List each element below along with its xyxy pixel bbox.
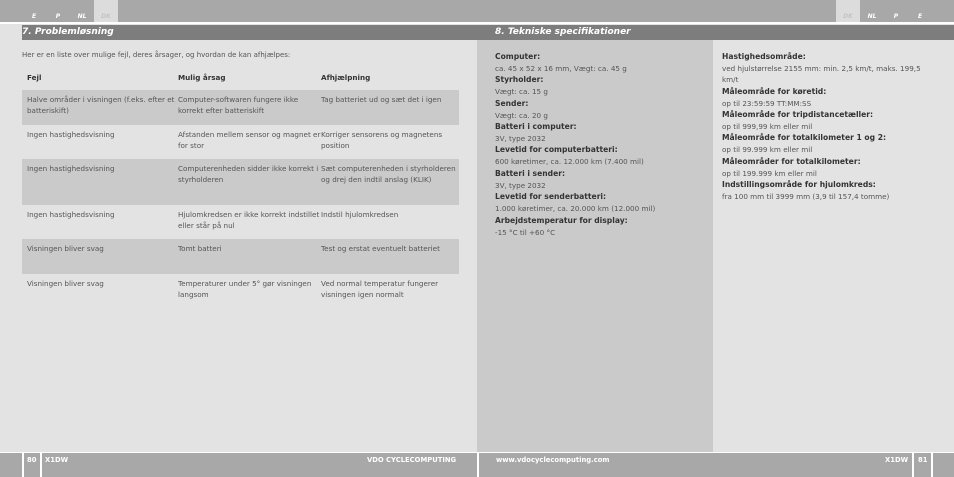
spec-value: op til 99.999 km eller mil [722,145,813,155]
table-cell-remedy: Ved normal temperatur fungerer visningen igen normalt [321,279,439,300]
specs-list-2 [722,51,937,203]
lang-tab-e[interactable]: E [917,13,923,20]
table-row [22,205,459,239]
spec-item [495,121,705,144]
specs-list-1 [495,51,705,238]
table-cell-cause: Computer-softwaren fungere ikke korrekt efter batteriskift [178,95,299,116]
spec-item [495,144,705,167]
footer-bar [0,453,954,477]
spec-value: -15 °C til +60 °C [495,227,556,237]
spec-value: fra 100 mm til 3999 mm (3,9 til 157,4 tomme) [722,192,890,202]
spec-value: ca. 45 x 52 x 16 mm, Vægt: ca. 45 g [495,63,627,73]
page-number-right: 81 [918,456,928,464]
spec-value: op til 999,99 km eller mil [722,122,813,132]
spec-item [495,74,705,97]
table-header-row [22,68,459,90]
spec-value: op til 23:59:59 TT:MM:SS [722,98,812,108]
lang-tab-dk-active[interactable]: DK [836,0,860,22]
page-number-left: 80 [27,456,37,464]
column-header-cause: Mulig årsag [178,73,226,82]
footer-separator [931,453,933,477]
spec-item [722,132,937,155]
spec-label: Måleområde for tripdistancetæller: [722,110,874,120]
lang-tab-dk-active[interactable]: DK [94,0,118,22]
footer-separator [912,453,914,477]
troubleshooting-table [22,68,459,320]
footer-separator [22,453,24,477]
spec-item [722,109,937,132]
spec-value: 3V, type 2032 [495,134,546,144]
table-cell-fault: Halve områder i visningen (f.eks. efter et batteriskift) [27,95,175,116]
spec-value: 600 køretimer, ca. 12.000 km (7.400 mil) [495,157,644,167]
lang-tab-nl[interactable]: NL [77,13,87,20]
table-cell-fault: Ingen hastighedsvisning [27,130,115,139]
table-cell-fault: Ingen hastighedsvisning [27,164,115,173]
footer-separator [477,453,479,477]
spec-value: 1.000 køretimer, ca. 20.000 km (12.000 mil) [495,204,656,214]
lang-tab-e[interactable]: E [31,13,37,20]
table-cell-fault: Visningen bliver svag [27,244,104,253]
spec-value: Vægt: ca. 15 g [495,87,548,97]
section-title-troubleshooting: 7. Problemløsning [22,25,477,40]
table-row [22,274,459,320]
top-divider [0,22,954,24]
table-cell-cause: Temperaturer under 5° gør visningen langsom [178,279,312,300]
spec-label: Levetid for senderbatteri: [495,192,607,202]
top-bar [0,0,954,22]
spec-value: op til 199.999 km eller mil [722,168,817,178]
column-header-fault: Fejl [27,73,42,82]
lang-tab-p[interactable]: P [893,13,899,20]
table-cell-fault: Visningen bliver svag [27,279,104,288]
spec-item [495,168,705,191]
table-row [22,125,459,159]
table-cell-remedy: Tag batteriet ud og sæt det i igen [321,95,442,104]
table-cell-remedy: Test og erstat eventuelt batteriet [321,244,440,253]
table-cell-cause: Afstanden mellem sensor og magnet er for stor [178,130,321,151]
spec-item [495,215,705,238]
footer-separator [40,453,42,477]
spec-label: Indstillingsområde for hjulomkreds: [722,180,876,190]
spec-item [722,179,937,202]
spec-item [495,98,705,121]
spec-label: Hastighedsområde: [722,52,806,61]
table-cell-remedy: Indstil hjulomkredsen [321,210,399,219]
spec-label: Batteri i computer: [495,122,577,132]
spec-item [722,51,937,86]
spec-label: Arbejdstemperatur for display: [495,215,628,225]
spec-item [722,156,937,179]
table-row [22,159,459,205]
table-cell-cause: Tomt batteri [178,244,222,253]
spec-label: Styrholder: [495,75,544,85]
table-cell-remedy: Sæt computerenheden i styrholderen og drej den indtil anslag (KLIK) [321,164,456,185]
spec-item [495,51,705,74]
table-row [22,90,459,125]
website-url[interactable]: www.vdocyclecomputing.com [496,456,610,464]
table-cell-fault: Ingen hastighedsvisning [27,210,115,219]
table-cell-remedy: Korriger sensorens og magnetens position [321,130,443,151]
lang-tab-nl[interactable]: NL [867,13,877,20]
spec-item [495,191,705,214]
spec-label: Måleområder for totalkilometer: [722,156,861,166]
lang-tab-p[interactable]: P [55,13,61,20]
spec-value: Vægt: ca. 20 g [495,110,548,120]
spec-label: Sender: [495,98,529,108]
spec-value: ved hjulstørrelse 2155 mm: min. 2,5 km/t, maks. 199,5 km/t [722,63,921,85]
column-header-remedy: Afhjælpning [321,73,371,82]
intro-text: Her er en liste over mulige fejl, deres årsager, og hvordan de kan afhjælpes: [22,51,291,59]
spec-value: 3V, type 2032 [495,180,546,190]
spec-label: Computer: [495,52,541,61]
model-name-left: X1DW [45,456,69,464]
table-cell-cause: Hjulomkredsen er ikke korrekt indstillet eller står på nul [178,210,320,231]
spec-label: Måleområde for køretid: [722,86,827,96]
spec-label: Måleområde for totalkilometer 1 og 2: [722,133,887,143]
model-name-right: X1DW [885,456,909,464]
spec-item [722,86,937,109]
language-tabs-left [22,0,118,22]
brand-name: VDO CYCLECOMPUTING [367,456,457,464]
spec-label: Batteri i sender: [495,168,566,178]
spec-label: Levetid for computerbatteri: [495,145,618,155]
language-tabs-right [836,0,932,22]
table-row [22,239,459,274]
table-cell-cause: Computerenheden sidder ikke korrekt i styrholderen [178,164,319,185]
section-title-specifications: 8. Tekniske specifikationer [477,25,954,40]
